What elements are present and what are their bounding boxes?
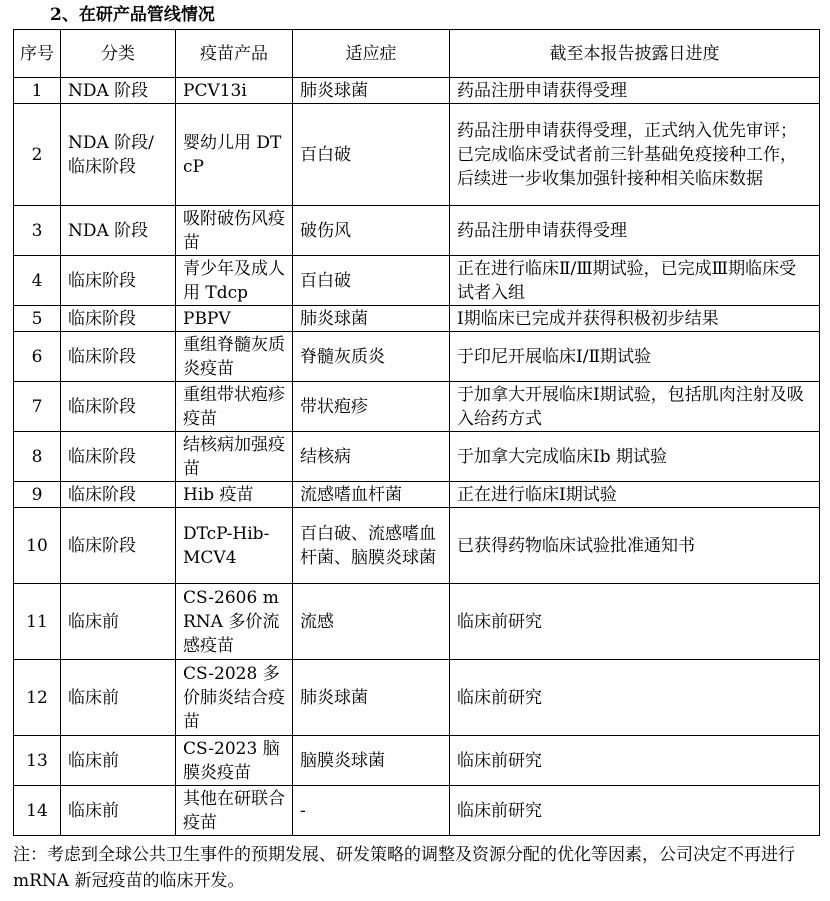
row-indication: 破伤风 [293,206,450,256]
table-row [14,78,820,104]
row-category: 临床前 [61,786,176,836]
row-progress: 药品注册申请获得受理 [450,206,820,256]
row-no: 8 [14,432,61,482]
row-no: 5 [14,306,61,332]
table-row [14,584,820,660]
row-no: 1 [14,78,61,104]
row-indication: 脑膜炎球菌 [293,736,450,786]
row-progress: 已获得药物临床试验批准通知书 [450,508,820,584]
row-product: 青少年及成人用 Tdcp [176,256,293,306]
table-header-row [14,30,820,78]
row-indication: 带状疱疹 [293,382,450,432]
row-indication: 百白破 [293,104,450,206]
row-no: 3 [14,206,61,256]
row-indication: 肺炎球菌 [293,306,450,332]
row-product: 吸附破伤风疫苗 [176,206,293,256]
row-product: 重组脊髓灰质炎疫苗 [176,332,293,382]
section-title: 2、在研产品管线情况 [50,5,215,25]
row-product: CS-2028 多价肺炎结合疫苗 [176,660,293,736]
row-category: NDA 阶段 [61,206,176,256]
row-category: 临床阶段 [61,508,176,584]
row-indication: 流感 [293,584,450,660]
row-product: 结核病加强疫苗 [176,432,293,482]
row-indication: 百白破、流感嗜血杆菌、脑膜炎球菌 [293,508,450,584]
row-indication: 肺炎球菌 [293,660,450,736]
table-row [14,432,820,482]
row-no: 14 [14,786,61,836]
row-no: 2 [14,104,61,206]
row-category: 临床阶段 [61,306,176,332]
row-category: 临床阶段 [61,382,176,432]
header-product: 疫苗产品 [176,30,293,78]
row-no: 10 [14,508,61,584]
row-product: CS-2606 mRNA 多价流感疫苗 [176,584,293,660]
table-row [14,736,820,786]
row-no: 13 [14,736,61,786]
row-indication: 流感嗜血杆菌 [293,482,450,508]
row-product: 重组带状疱疹疫苗 [176,382,293,432]
row-product: 其他在研联合疫苗 [176,786,293,836]
row-progress: 于加拿大开展临床Ⅰ期试验，包括肌肉注射及吸入给药方式 [450,382,820,432]
row-category: 临床阶段 [61,332,176,382]
row-progress: 于加拿大完成临床Ⅰb 期试验 [450,432,820,482]
table-body [14,78,820,836]
header-no: 序号 [14,30,61,78]
row-indication: 百白破 [293,256,450,306]
row-product: PCV13i [176,78,293,104]
row-progress: 临床前研究 [450,584,820,660]
header-indication: 适应症 [293,30,450,78]
row-category: NDA 阶段/临床阶段 [61,104,176,206]
row-progress: 于印尼开展临床Ⅰ/Ⅱ期试验 [450,332,820,382]
table-row [14,206,820,256]
header-progress: 截至本报告披露日进度 [450,30,820,78]
table-row [14,508,820,584]
row-category: 临床前 [61,584,176,660]
row-progress: 临床前研究 [450,660,820,736]
footnote: 注：考虑到全球公共卫生事件的预期发展、研发策略的调整及资源分配的优化等因素，公司决定不再进行 mRNA 新冠疫苗的临床开发。 [13,845,795,891]
table-row [14,382,820,432]
row-category: 临床阶段 [61,256,176,306]
table-row [14,256,820,306]
row-progress: 药品注册申请获得受理 [450,78,820,104]
table-row [14,482,820,508]
row-indication: - [293,786,450,836]
row-category: NDA 阶段 [61,78,176,104]
row-category: 临床前 [61,660,176,736]
row-no: 7 [14,382,61,432]
row-no: 12 [14,660,61,736]
row-category: 临床阶段 [61,482,176,508]
row-no: 9 [14,482,61,508]
row-progress: 临床前研究 [450,786,820,836]
table-row [14,306,820,332]
header-category: 分类 [61,30,176,78]
row-indication: 结核病 [293,432,450,482]
row-indication: 脊髓灰质炎 [293,332,450,382]
row-product: CS-2023 脑膜炎疫苗 [176,736,293,786]
row-progress: 临床前研究 [450,736,820,786]
row-product: DTcP-Hib-MCV4 [176,508,293,584]
table-row [14,104,820,206]
row-category: 临床阶段 [61,432,176,482]
row-product: Hib 疫苗 [176,482,293,508]
row-category: 临床前 [61,736,176,786]
row-product: 婴幼儿用 DTcP [176,104,293,206]
table-row [14,660,820,736]
row-progress: 药品注册申请获得受理，正式纳入优先审评；已完成临床受试者前三针基础免疫接种工作，后续进一步收集加强针接种相关临床数据 [450,104,820,206]
row-no: 11 [14,584,61,660]
table-row [14,786,820,836]
table-row [14,332,820,382]
row-progress: 正在进行临床Ⅰ期试验 [450,482,820,508]
row-progress: 正在进行临床Ⅱ/Ⅲ期试验，已完成Ⅲ期临床受试者入组 [450,256,820,306]
row-progress: Ⅰ期临床已完成并获得积极初步结果 [450,306,820,332]
row-indication: 肺炎球菌 [293,78,450,104]
pipeline-table [13,29,820,836]
row-product: PBPV [176,306,293,332]
row-no: 6 [14,332,61,382]
row-no: 4 [14,256,61,306]
